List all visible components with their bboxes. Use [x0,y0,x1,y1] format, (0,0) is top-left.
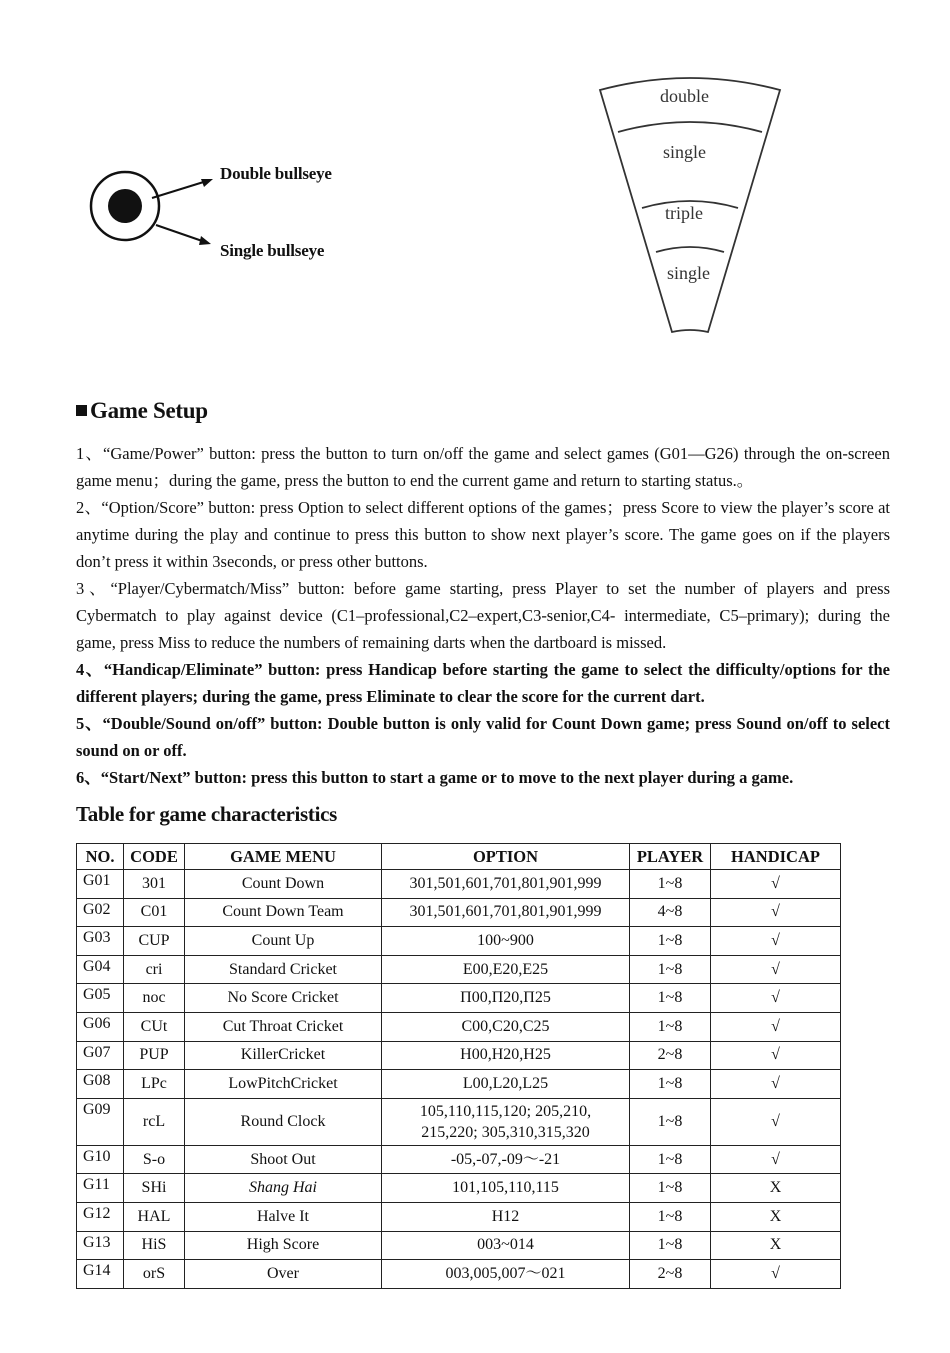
instruction-2: 2、“Option/Score” button: press Option to select different options of the games；press Score to view the player’s score at anytime during the play and continue to press this button to show next player’s score. The game goes on if the players don’t press it within 3seconds, or press other buttons. [76,498,890,571]
cell-menu: Shang Hai [185,1174,382,1203]
cell-option: 003,005,007～021 [382,1260,630,1289]
table-row [77,984,841,1013]
table-row [77,1145,841,1174]
cell-handicap: X [711,1174,841,1203]
cell-option: П00,П20,П25 [382,984,630,1013]
table-row [77,1202,841,1231]
cell-code: 301 [124,870,185,899]
cell-code: PUP [124,1041,185,1070]
cell-option: -05,-07,-09～-21 [382,1145,630,1174]
cell-no: G12 [77,1202,124,1231]
cell-code: LPc [124,1070,185,1099]
cell-menu: Halve It [185,1202,382,1231]
bullseye-diagram [80,150,230,260]
single-bullseye-label: Single bullseye [220,241,325,260]
table-row [77,1260,841,1289]
cell-handicap: √ [711,1098,841,1145]
cell-no: G05 [77,984,124,1013]
cell-handicap: √ [711,955,841,984]
cell-menu: KillerCricket [185,1041,382,1070]
cell-no: G10 [77,1145,124,1174]
cell-option: H00,H20,H25 [382,1041,630,1070]
table-row [77,1012,841,1041]
header-no: NO. [77,844,124,870]
cell-handicap: √ [711,1260,841,1289]
cell-handicap: √ [711,1012,841,1041]
header-game-menu: GAME MENU [185,844,382,870]
game-setup-title: Game Setup [90,398,208,423]
cell-no: G02 [77,898,124,927]
table-row [77,870,841,899]
figure-area [0,0,950,380]
cell-option: 301,501,601,701,801,901,999 [382,898,630,927]
cell-player: 1~8 [630,984,711,1013]
cell-option: 101,105,110,115 [382,1174,630,1203]
table-row [77,898,841,927]
cell-handicap: X [711,1231,841,1260]
header-handicap: HANDICAP [711,844,841,870]
cell-player: 1~8 [630,870,711,899]
cell-handicap: X [711,1202,841,1231]
table-header-row [77,844,841,870]
table-row [77,1174,841,1203]
cell-code: orS [124,1260,185,1289]
table-row [77,1041,841,1070]
cell-code: cri [124,955,185,984]
cell-player: 1~8 [630,927,711,956]
table-row [77,1231,841,1260]
cell-no: G09 [77,1098,124,1145]
game-setup-heading [76,398,208,424]
cell-no: G03 [77,927,124,956]
cell-player: 2~8 [630,1260,711,1289]
setup-instructions [76,440,890,791]
cell-handicap: √ [711,984,841,1013]
cell-no: G01 [77,870,124,899]
cell-code: CUP [124,927,185,956]
double-bullseye-dot [108,189,142,223]
wedge-label-triple: triple [665,203,703,223]
cell-code: CUt [124,1012,185,1041]
cell-no: G08 [77,1070,124,1099]
header-player: PLAYER [630,844,711,870]
table-row [77,955,841,984]
cell-handicap: √ [711,898,841,927]
table-row [77,927,841,956]
header-option: OPTION [382,844,630,870]
cell-option: C00,C20,C25 [382,1012,630,1041]
cell-menu: Over [185,1260,382,1289]
double-bullseye-arrow [152,180,210,198]
cell-menu: LowPitchCricket [185,1070,382,1099]
square-bullet-icon [76,405,87,416]
cell-player: 1~8 [630,1070,711,1099]
instruction-3: 3、“Player/Cybermatch/Miss” button: before game starting, press Player to set the number of players and press Cybermatch to play against device (C1–professional,C2–expert,C3-senior,C4- intermediate, C5–primary); during the game, press Miss to reduce the numbers of remaining darts when the dartboard is missed. [76,579,890,652]
cell-player: 1~8 [630,1098,711,1145]
cell-handicap: √ [711,1070,841,1099]
wedge-label-double: double [660,86,709,106]
header-code: CODE [124,844,185,870]
cell-option: 100~900 [382,927,630,956]
cell-no: G14 [77,1260,124,1289]
cell-option: 301,501,601,701,801,901,999 [382,870,630,899]
cell-code: rcL [124,1098,185,1145]
table-row [77,1070,841,1099]
cell-option: E00,E20,E25 [382,955,630,984]
cell-no: G13 [77,1231,124,1260]
cell-handicap: √ [711,1145,841,1174]
cell-option-line-2: 215,220; 305,310,315,320 [421,1123,590,1141]
cell-menu: High Score [185,1231,382,1260]
cell-menu: Cut Throat Cricket [185,1012,382,1041]
instruction-1: 1、“Game/Power” button: press the button to turn on/off the game and select games (G01—G26) through the on-screen game menu；during the game, press the button to end the current game and return to starting status.。 [76,444,890,490]
cell-code: HiS [124,1231,185,1260]
cell-menu: Count Down [185,870,382,899]
table-row [77,1098,841,1145]
game-characteristics-table [76,843,841,1289]
cell-menu: Count Up [185,927,382,956]
cell-player: 1~8 [630,1012,711,1041]
cell-player: 2~8 [630,1041,711,1070]
cell-handicap: √ [711,1041,841,1070]
cell-code: noc [124,984,185,1013]
instruction-6: 6、“Start/Next” button: press this button to start a game or to move to the next player during a game. [76,768,794,787]
cell-player: 1~8 [630,1231,711,1260]
cell-no: G06 [77,1012,124,1041]
cell-no: G07 [77,1041,124,1070]
cell-menu: No Score Cricket [185,984,382,1013]
cell-no: G11 [77,1174,124,1203]
cell-option [382,1098,630,1145]
cell-option: L00,L20,L25 [382,1070,630,1099]
double-bullseye-label: Double bullseye [220,164,332,183]
cell-player: 1~8 [630,1174,711,1203]
wedge-label-single-inner: single [667,263,710,283]
instruction-4: 4、“Handicap/Eliminate” button: press Handicap before starting the game to select the difficulty/options for the different players; during the game, press Eliminate to clear the score for the current dart. [76,660,890,706]
cell-code: C01 [124,898,185,927]
cell-option: 003~014 [382,1231,630,1260]
instruction-5: 5、“Double/Sound on/off” button: Double button is only valid for Count Down game; press Sound on/off to select sound on or off. [76,714,890,760]
cell-handicap: √ [711,870,841,899]
cell-option-line-1: 105,110,115,120; 205,210, [419,1102,592,1120]
cell-player: 4~8 [630,898,711,927]
wedge-label-single-outer: single [663,142,706,162]
cell-menu: Standard Cricket [185,955,382,984]
cell-menu: Count Down Team [185,898,382,927]
cell-code: HAL [124,1202,185,1231]
table-title: Table for game characteristics [76,802,338,826]
cell-code: S-o [124,1145,185,1174]
cell-menu: Shoot Out [185,1145,382,1174]
cell-player: 1~8 [630,1145,711,1174]
cell-player: 1~8 [630,1202,711,1231]
cell-handicap: √ [711,927,841,956]
cell-menu: Round Clock [185,1098,382,1145]
cell-code: SHi [124,1174,185,1203]
cell-option: H12 [382,1202,630,1231]
cell-no: G04 [77,955,124,984]
cell-player: 1~8 [630,955,711,984]
